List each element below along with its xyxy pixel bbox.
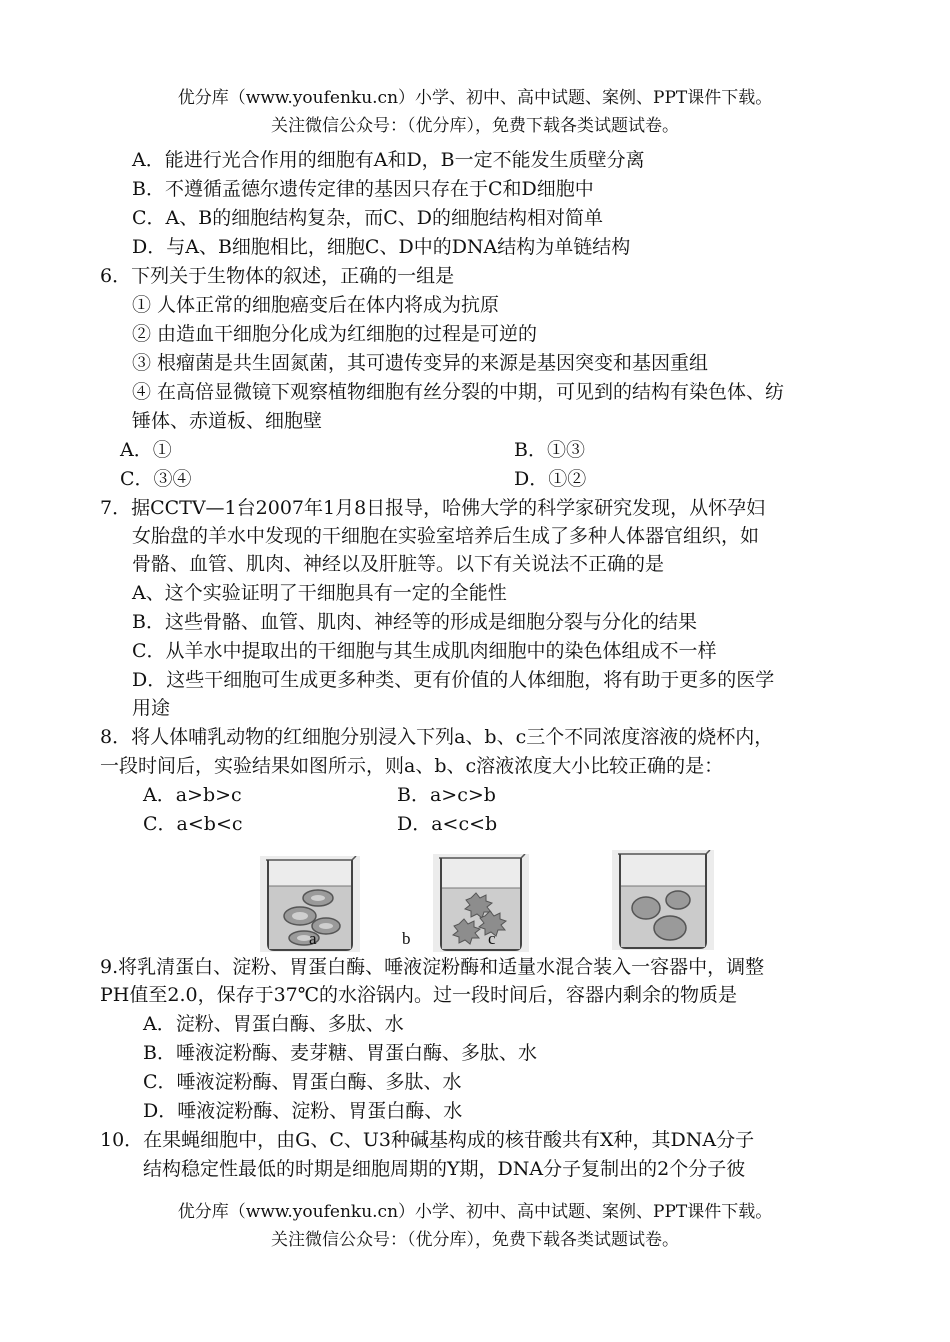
q8-option-c: C．a<b<c xyxy=(143,813,243,835)
q5-option-b: B．不遵循孟德尔遗传定律的基因只存在于C和D细胞中 xyxy=(132,178,594,200)
q6-item-1: ① 人体正常的细胞癌变后在体内将成为抗原 xyxy=(132,294,500,316)
q8-stem-1: 8．将人体哺乳动物的红细胞分别浸入下列a、b、c三个不同浓度溶液的烧杯内， xyxy=(100,726,774,748)
q7-stem-2: 女胎盘的羊水中发现的干细胞在实验室培养后生成了多种人体器官组织，如 xyxy=(132,525,760,547)
q9-option-d: D．唾液淀粉酶、淀粉、胃蛋白酶、水 xyxy=(143,1100,463,1122)
q5-option-a: A．能进行光合作用的细胞有A和D，B一定不能发生质壁分离 xyxy=(132,149,645,171)
q8-option-d: D．a<c<b xyxy=(397,813,498,835)
q6-item-2: ② 由造血干细胞分化成为红细胞的过程是可逆的 xyxy=(132,323,538,345)
q6-option-a: A．① xyxy=(120,439,172,461)
q7-stem-3: 骨骼、血管、肌肉、神经以及肝脏等。以下有关说法不正确的是 xyxy=(132,553,665,575)
q8-option-a: A．a>b>c xyxy=(143,784,242,806)
beaker-label-b: b xyxy=(402,929,411,948)
q6-item-4b: 锤体、赤道板、细胞壁 xyxy=(132,410,323,432)
beaker-c-image xyxy=(612,850,714,950)
q6-option-b: B．①③ xyxy=(514,439,585,461)
q7-option-b: B．这些骨骼、血管、肌肉、神经等的形成是细胞分裂与分化的结果 xyxy=(132,611,697,633)
q6-stem: 6．下列关于生物体的叙述，正确的一组是 xyxy=(100,265,455,287)
q7-option-d-1: D．这些干细胞可生成更多种类、更有价值的人体细胞，将有助于更多的医学 xyxy=(132,669,775,691)
q7-option-a: A、这个实验证明了干细胞具有一定的全能性 xyxy=(132,582,507,604)
q9-option-b: B．唾液淀粉酶、麦芽糖、胃蛋白酶、多肽、水 xyxy=(143,1042,537,1064)
q9-stem-2: PH值至2.0，保存于37℃的水浴锅内。过一段时间后，容器内剩余的物质是 xyxy=(100,984,738,1006)
q6-item-3: ③ 根瘤菌是共生固氮菌，其可遗传变异的来源是基因突变和基因重组 xyxy=(132,352,709,374)
q6-item-4a: ④ 在高倍显微镜下观察植物细胞有丝分裂的中期，可见到的结构有染色体、纺 xyxy=(132,381,785,403)
beaker-b-image xyxy=(433,854,529,952)
q6-option-c: C．③④ xyxy=(120,468,192,490)
q10-stem-1: 10．在果蝇细胞中，由G、C、U3种碱基构成的核苷酸共有X种，其DNA分子 xyxy=(100,1129,755,1151)
beaker-label-c: c xyxy=(488,929,496,948)
q8-stem-2: 一段时间后，实验结果如图所示，则a、b、c溶液浓度大小比较正确的是： xyxy=(100,755,724,777)
q7-option-d-2: 用途 xyxy=(132,697,171,719)
q5-option-c: C．A、B的细胞结构复杂，而C、D的细胞结构相对简单 xyxy=(132,207,603,229)
q6-option-d: D．①② xyxy=(514,468,587,490)
q9-option-a: A．淀粉、胃蛋白酶、多肽、水 xyxy=(143,1013,404,1035)
q7-stem-1: 7．据CCTV—1台2007年1月8日报导，哈佛大学的科学家研究发现，从怀孕妇 xyxy=(100,497,766,519)
q9-stem-1: 9.将乳清蛋白、淀粉、胃蛋白酶、唾液淀粉酶和适量水混合装入一容器中，调整 xyxy=(100,956,765,978)
q5-option-d: D．与A、B细胞相比，细胞C、D中的DNA结构为单链结构 xyxy=(132,236,631,258)
header-line-2: 关注微信公众号：（优分库），免费下载各类试题试卷。 xyxy=(271,116,679,136)
q7-option-c: C．从羊水中提取出的干细胞与其生成肌肉细胞中的染色体组成不一样 xyxy=(132,640,717,662)
footer-line-1: 优分库（www.youfenku.cn）小学、初中、高中试题、案例、PPT课件下载。 xyxy=(177,1202,773,1222)
beaker-label-a: a xyxy=(309,929,317,948)
q10-stem-2: 结构稳定性最低的时期是细胞周期的Y期，DNA分子复制出的2个分子彼 xyxy=(143,1158,746,1180)
footer-line-2: 关注微信公众号：（优分库），免费下载各类试题试卷。 xyxy=(271,1230,679,1250)
q8-option-b: B．a>c>b xyxy=(397,784,496,806)
header-line-1: 优分库（www.youfenku.cn）小学、初中、高中试题、案例、PPT课件下载。 xyxy=(177,88,773,108)
q9-option-c: C．唾液淀粉酶、胃蛋白酶、多肽、水 xyxy=(143,1071,462,1093)
